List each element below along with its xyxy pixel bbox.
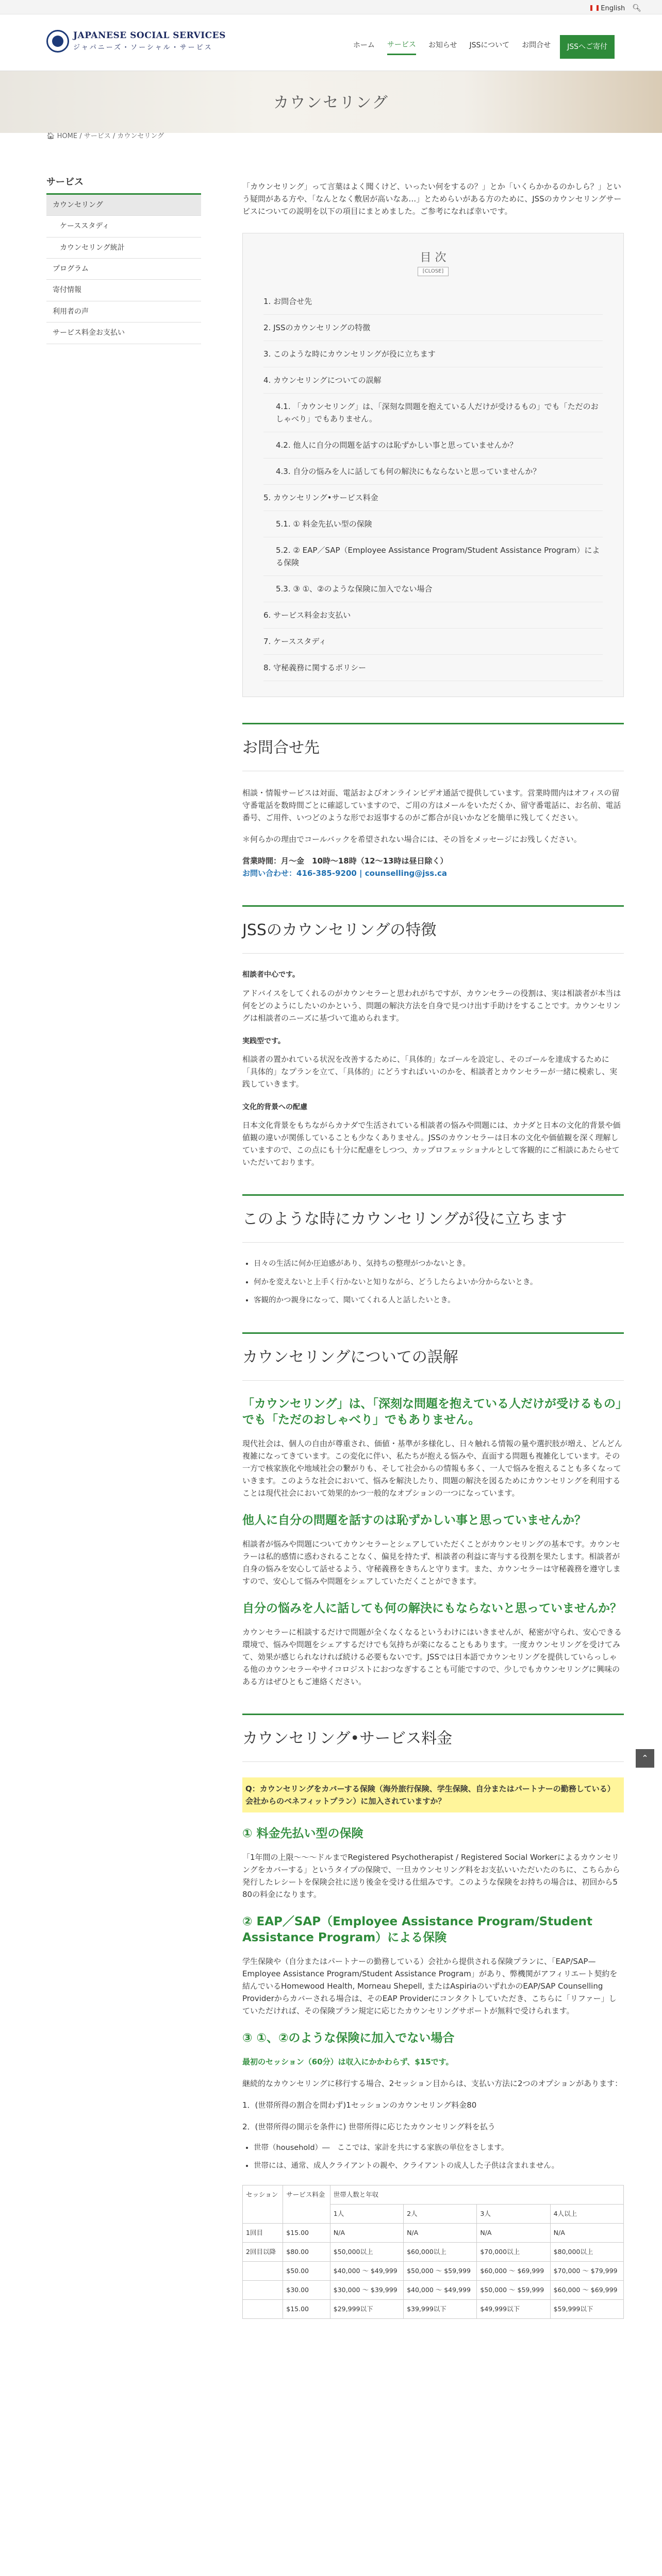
canada-flag-icon — [590, 5, 599, 11]
nav-about[interactable]: JSSについて — [469, 41, 510, 49]
business-hours: 営業時間：月〜金 10時〜18時（12〜13時は昼日除く） — [242, 856, 448, 866]
fee-heading: ① 料金先払い型の保険 — [242, 1827, 363, 1841]
table-header: サービス料金 — [283, 2185, 330, 2223]
home-icon: 🏠︎ — [46, 132, 57, 140]
toc-item[interactable]: 4.2. 他人に自分の問題を話すのは恥ずかしい事と思っていませんか？ — [263, 432, 603, 459]
chevron-up-icon: ⌃ — [641, 1753, 649, 1763]
section-contact-title: お問合せ先 — [242, 723, 624, 771]
nav-contact[interactable]: お問合せ — [522, 41, 551, 49]
fee-option: 2．(世帯所得の開示を条件に) 世帯所得に応じたカウンセリング料を払う — [242, 2122, 495, 2132]
toc-item[interactable]: 1. お問合せ先 — [263, 289, 603, 315]
feature-text: 日本文化背景をもちながらカナダで生活されている相談者の悩みや問題には、カナダと日本の文化的背景や価値観の違いが関係していることも少なくありません。JSSのカウンセラーは日本の文化や価値観を深く理解していますので、この点にも十分に配慮をしつつ、カップロフェッショナルとして客観的にご相談にあたらせていただいております。 — [242, 1121, 621, 1167]
contact-phone-email[interactable]: お問い合わせ：416-385-9200 | counselling@jss.ca — [242, 869, 447, 878]
table-cell: $50.00 — [283, 2261, 330, 2280]
toc-item[interactable]: 3. このような時にカウンセリングが役に立ちます — [263, 341, 603, 367]
toc-title: 目 次 — [420, 251, 446, 264]
table-of-contents — [242, 233, 624, 697]
table-cell: $39,999以下 — [404, 2299, 477, 2318]
table-cell: N/A — [330, 2223, 403, 2242]
toc-item[interactable]: 4. カウンセリングについての誤解 — [263, 367, 603, 394]
table-cell — [243, 2261, 283, 2280]
table-cell: $59,999以下 — [550, 2299, 623, 2318]
fee-table — [242, 2185, 624, 2319]
section-feature-title: JSSのカウンセリングの特徴 — [242, 905, 624, 954]
table-cell: $15.00 — [283, 2299, 330, 2318]
table-header: 1人 — [330, 2204, 403, 2223]
fee-text: 継続的なカウンセリングに移行する場合、2セッション目からは、支払い方法に2つのオプションがあります： — [242, 2079, 623, 2089]
section-useful-title: このような時にカウンセリングが役に立ちます — [242, 1194, 624, 1243]
table-cell: $15.00 — [283, 2223, 330, 2242]
sidebar-item-programs[interactable]: プログラム — [46, 259, 201, 280]
table-header: 3人 — [477, 2204, 550, 2223]
fee-heading: ② EAP／SAP（Employee Assistance Program/Student Assistance Program）による保険 — [242, 1915, 593, 1945]
table-header: 4人以上 — [550, 2204, 623, 2223]
table-cell: $80,000以上 — [550, 2242, 623, 2261]
fee-heading: ③ ①、②のような保険に加入でない場合 — [242, 2031, 455, 2045]
sidebar-item-counselling[interactable]: カウンセリング — [46, 195, 201, 216]
table-row — [243, 2223, 624, 2242]
main-nav — [341, 35, 615, 59]
toc-item[interactable]: 5.2. ② EAP／SAP（Employee Assistance Program/Student Assistance Program）による保険 — [263, 537, 603, 576]
table-header-row — [243, 2185, 624, 2204]
toc-item[interactable]: 5.3. ③ ①、②のような保険に加入でない場合 — [263, 576, 603, 602]
section-misconception-title: カウンセリングについての誤解 — [242, 1332, 624, 1381]
toc-item[interactable]: 5.1. ① 料金先払い型の保険 — [263, 511, 603, 537]
breadcrumb-text[interactable]: HOME / サービス / カウンセリング — [57, 132, 164, 140]
table-cell: $30.00 — [283, 2280, 330, 2299]
nav-services[interactable]: サービス — [387, 39, 416, 55]
table-row — [243, 2261, 624, 2280]
sidebar-item-payment[interactable]: サービス料金お支払い — [46, 323, 201, 344]
toc-item[interactable]: 2. JSSのカウンセリングの特徴 — [263, 315, 603, 341]
list-item: • 世帯には、通常、成人クライアントの親や、クライアントの成人した子供は含まれません。 — [254, 2160, 624, 2172]
donate-button[interactable]: JSSへご寄付 — [560, 35, 615, 59]
misconception-text: カウンセラーに相談するだけで問題が全くなくなるというわけにはいきませんが、秘密が守られ、安心できる環境で、悩みや問題をシェアするだけでも気持ちが楽になることもあります。一度カウンセリングを受けてみて、効果が感じられなければ続ける必要もないです。JSSでは日本語でカウンセリングを提供していらっしゃる他のカウンセラーやサイコロジストにおつなぎすることも可能ですので、少しでもカウンセリングに興味のある方はぜひともご連絡ください。 — [242, 1628, 622, 1687]
table-cell: $60,000 〜 $69,999 — [477, 2261, 550, 2280]
toc-item[interactable]: 4.3. 自分の悩みを人に話しても何の解決にもならないと思っていませんか？ — [263, 459, 603, 485]
table-cell: N/A — [550, 2223, 623, 2242]
misconception-heading: 他人に自分の問題を話すのは恥ずかしい事と思っていませんか？ — [242, 1514, 586, 1528]
table-cell — [243, 2280, 283, 2299]
table-cell: $70,000 〜 $79,999 — [550, 2261, 623, 2280]
table-cell: 2回目以降 — [243, 2242, 283, 2261]
table-header: セッション — [243, 2185, 283, 2223]
feature-text: アドバイスをしてくれるのがカウンセラーと思われがちですが、カウンセラーの役割は、実は相談者が本当は何をどのようにしたいのかという、問題の解決方法を自身で見つけ出す手助けをすることです。カウンセリングは相談者のニーズに基づいて進められます。 — [242, 988, 621, 1023]
misconception-heading: 自分の悩みを人に話しても何の解決にもならないと思っていませんか？ — [242, 1602, 622, 1616]
list-item: • 日々の生活に何か圧迫感があり、気持ちの整理がつかないとき。 — [254, 1258, 624, 1270]
table-row — [243, 2299, 624, 2318]
toc-close-button[interactable]: [CLOSE] — [418, 267, 449, 276]
table-row — [243, 2242, 624, 2261]
table-header: 2人 — [404, 2204, 477, 2223]
logo-mark-icon — [46, 30, 69, 53]
table-cell: 1回目 — [243, 2223, 283, 2242]
sidebar-item-statistics[interactable]: カウンセリング統計 — [46, 238, 201, 259]
main-content — [242, 180, 624, 2319]
sidebar-title: サービス — [46, 175, 201, 195]
table-cell: $80.00 — [283, 2242, 330, 2261]
fee-text: 「1年間の上限〜〜〜ドルまでRegistered Psychotherapist / Registered Social Workerによるカウンセリングをカバーする」というタイプの保険で、一旦カウンセリング料をお支払いいただいたのちに、こちらから発行したレシートを保険会社に送り後金を受ける仕組みです。このような保険をお持ちの場合は、初回から5 80の料金になります。 — [242, 1853, 620, 1900]
table-cell: $49,999以下 — [477, 2299, 550, 2318]
top-bar — [0, 0, 662, 14]
feature-heading: 文化的背景への配慮 — [242, 1103, 307, 1111]
toc-item[interactable]: 8. 守秘義務に関するポリシー — [263, 655, 603, 681]
section-fee-title: カウンセリング•サービス料金 — [242, 1714, 624, 1762]
toc-item[interactable]: 6. サービス料金お支払い — [263, 602, 603, 629]
nav-news[interactable]: お知らせ — [428, 41, 457, 49]
site-header — [0, 14, 662, 71]
toc-item[interactable]: 5. カウンセリング•サービス料金 — [263, 485, 603, 511]
feature-heading: 相談者中心です。 — [242, 971, 300, 979]
table-cell: $40,000 〜 $49,999 — [404, 2280, 477, 2299]
sidebar — [46, 175, 201, 344]
logo-text-ja: ジャパニーズ・ソーシャル・サービス — [73, 44, 213, 52]
back-to-top-button[interactable] — [636, 1749, 654, 1768]
sidebar-item-voices[interactable]: 利用者の声 — [46, 301, 201, 323]
site-logo[interactable] — [46, 29, 226, 54]
list-item: • 何かを変えないと上手く行かないと知りながら、どうしたらよいか分からないとき。 — [254, 1277, 624, 1289]
toc-item[interactable]: 7. ケーススタディ — [263, 629, 603, 655]
feature-text: 相談者の置かれている状況を改善するために、「具体的」なゴールを設定し、そのゴールを達成するために「具体的」なプランを立て、「具体的」にどうすればいいのかを、相談者とカウンセラーが一緒に模索し、実践していきます。 — [242, 1054, 618, 1089]
sidebar-item-donation[interactable]: 寄付情報 — [46, 280, 201, 301]
table-cell: $60,000以上 — [404, 2242, 477, 2261]
table-cell: $50,000 〜 $59,999 — [404, 2261, 477, 2280]
list-item: • 世帯（household）― ここでは、家計を共にする家族の単位をさします。 — [254, 2142, 624, 2154]
toc-item[interactable]: 4.1. 「カウンセリング」は、「深刻な問題を抱えている人だけが受けるもの」でも「ただのおしゃべり」でもありません。 — [263, 394, 603, 432]
nav-home[interactable]: ホーム — [353, 41, 375, 49]
table-row — [243, 2280, 624, 2299]
table-cell: N/A — [404, 2223, 477, 2242]
page-title: カウンセリング — [273, 94, 389, 112]
fee-lead: 最初のセッション（60分）は収入にかかわらず、$15です。 — [242, 2057, 454, 2067]
table-cell: $40,000 〜 $49,999 — [330, 2261, 403, 2280]
page-hero — [0, 71, 662, 133]
table-header: 世帯人数と年収 — [330, 2185, 623, 2204]
contact-text: 相談・情報サービスは対面、電話およびオンラインビデオ通話で提供しています。営業時間内はオフィスの留守番電話を数時間ごとに確認していますので、ご用の方はメールをいただくか、留守番電話に、お名前、電話番号、ご用件、いつどのような形でお返事するのがご都合が良いかなどを簡単に残してください。 — [242, 788, 621, 823]
misconception-text: 現代社会は、個人の自由が尊重され、価値・基準が多様化し、日々触れる情報の量や選択肢が増え、どんどん複雑になってきています。この変化に伴い、私たちが抱える悩みや、直面する問題も複雑化しています。その一方で核家族化や地域社会の繋がりも、そして社会からの情報も多く、一人で悩みを抱えることも多くなっていきます。このような社会において、悩みを解決したり、問題の解決を図るためにカウンセリングを利用することは現代社会において効果的かつ一般的なオプションの一つになっています。 — [242, 1439, 622, 1498]
misconception-heading: 「カウンセリング」は、「深刻な問題を抱えている人だけが受けるもの」でも「ただのおしゃべり」でもありません。 — [242, 1397, 622, 1427]
table-cell: $30,000 〜 $39,999 — [330, 2280, 403, 2299]
table-cell: N/A — [477, 2223, 550, 2242]
intro-text: 「カウンセリング」って言葉はよく聞くけど、いったい何をするの？」とか「いくらかかるのかしら？」という疑問がある方や、「なんとなく敷居が高いなあ…」とためらいがある方のために、JSSのカウンセリングサービスについての説明を以下の項目にまとめました。ご参考になれば幸いです。 — [242, 182, 622, 216]
list-item: • 客観的かつ親身になって、聞いてくれる人と話したいとき。 — [254, 1295, 624, 1307]
contact-note: ＊何らかの理由でコールバックを希望されない場合には、その旨をメッセージにお残しください。 — [242, 835, 582, 844]
table-cell: $50,000以上 — [330, 2242, 403, 2261]
table-cell: $70,000以上 — [477, 2242, 550, 2261]
table-cell: $60,000 〜 $69,999 — [550, 2280, 623, 2299]
sidebar-item-case-study[interactable]: ケーススタディ — [46, 216, 201, 237]
misconception-text: 相談者が悩みや問題についてカウンセラーとシェアしていただくことがカウンセリングの基本です。カウンセラーは私的感情に惑わされることなく、偏見を持たず、相談者の利益に寄与する役割を果たします。相談者が自身の悩みを安心して話せるよう、守秘義務をきちんと守ります。また、カウンセラーは守秘義務を遵守しますので、安心して悩みや問題をシェアしていただくことができます。 — [242, 1539, 621, 1586]
table-cell — [243, 2299, 283, 2318]
breadcrumb[interactable] — [46, 131, 164, 142]
table-cell: $50,000 〜 $59,999 — [477, 2280, 550, 2299]
insurance-question: Q：カウンセリングをカバーする保険（海外旅行保険、学生保険、自分またはパートナーの勤務している）会社からのベネフィットプラン）に加入されていますか？ — [242, 1777, 624, 1812]
fee-option: 1．(世帯所得の割合を問わず)1セッションのカウンセリング料金80 — [242, 2100, 477, 2110]
logo-text-en: JAPANESE SOCIAL SERVICES — [73, 30, 226, 41]
feature-heading: 実践型です。 — [242, 1037, 285, 1045]
table-cell: $29,999以下 — [330, 2299, 403, 2318]
fee-text: 学生保険や（自分またはパートナーの勤務している）会社から提供される保険プランに、「EAP/SAP—Employee Assistance Program/Student Assistance Program」があり、弊機関がアフィリエート契約を結んでいるHomewood Health, Morneau Shepell, またはAspiriaのいずれかのEAP/SAP Counselling Providerからカバーされる場合は、そのEAP Providerにコンタクトしていただき、こちらに「リファー」していただければ、その保険プラン規定に応じたカウンセリングサポートが無料で受けられます。 — [242, 1957, 618, 2016]
search-icon[interactable]: 🔍︎ — [632, 4, 641, 12]
language-label: English — [601, 5, 625, 12]
language-switcher[interactable] — [590, 3, 641, 14]
